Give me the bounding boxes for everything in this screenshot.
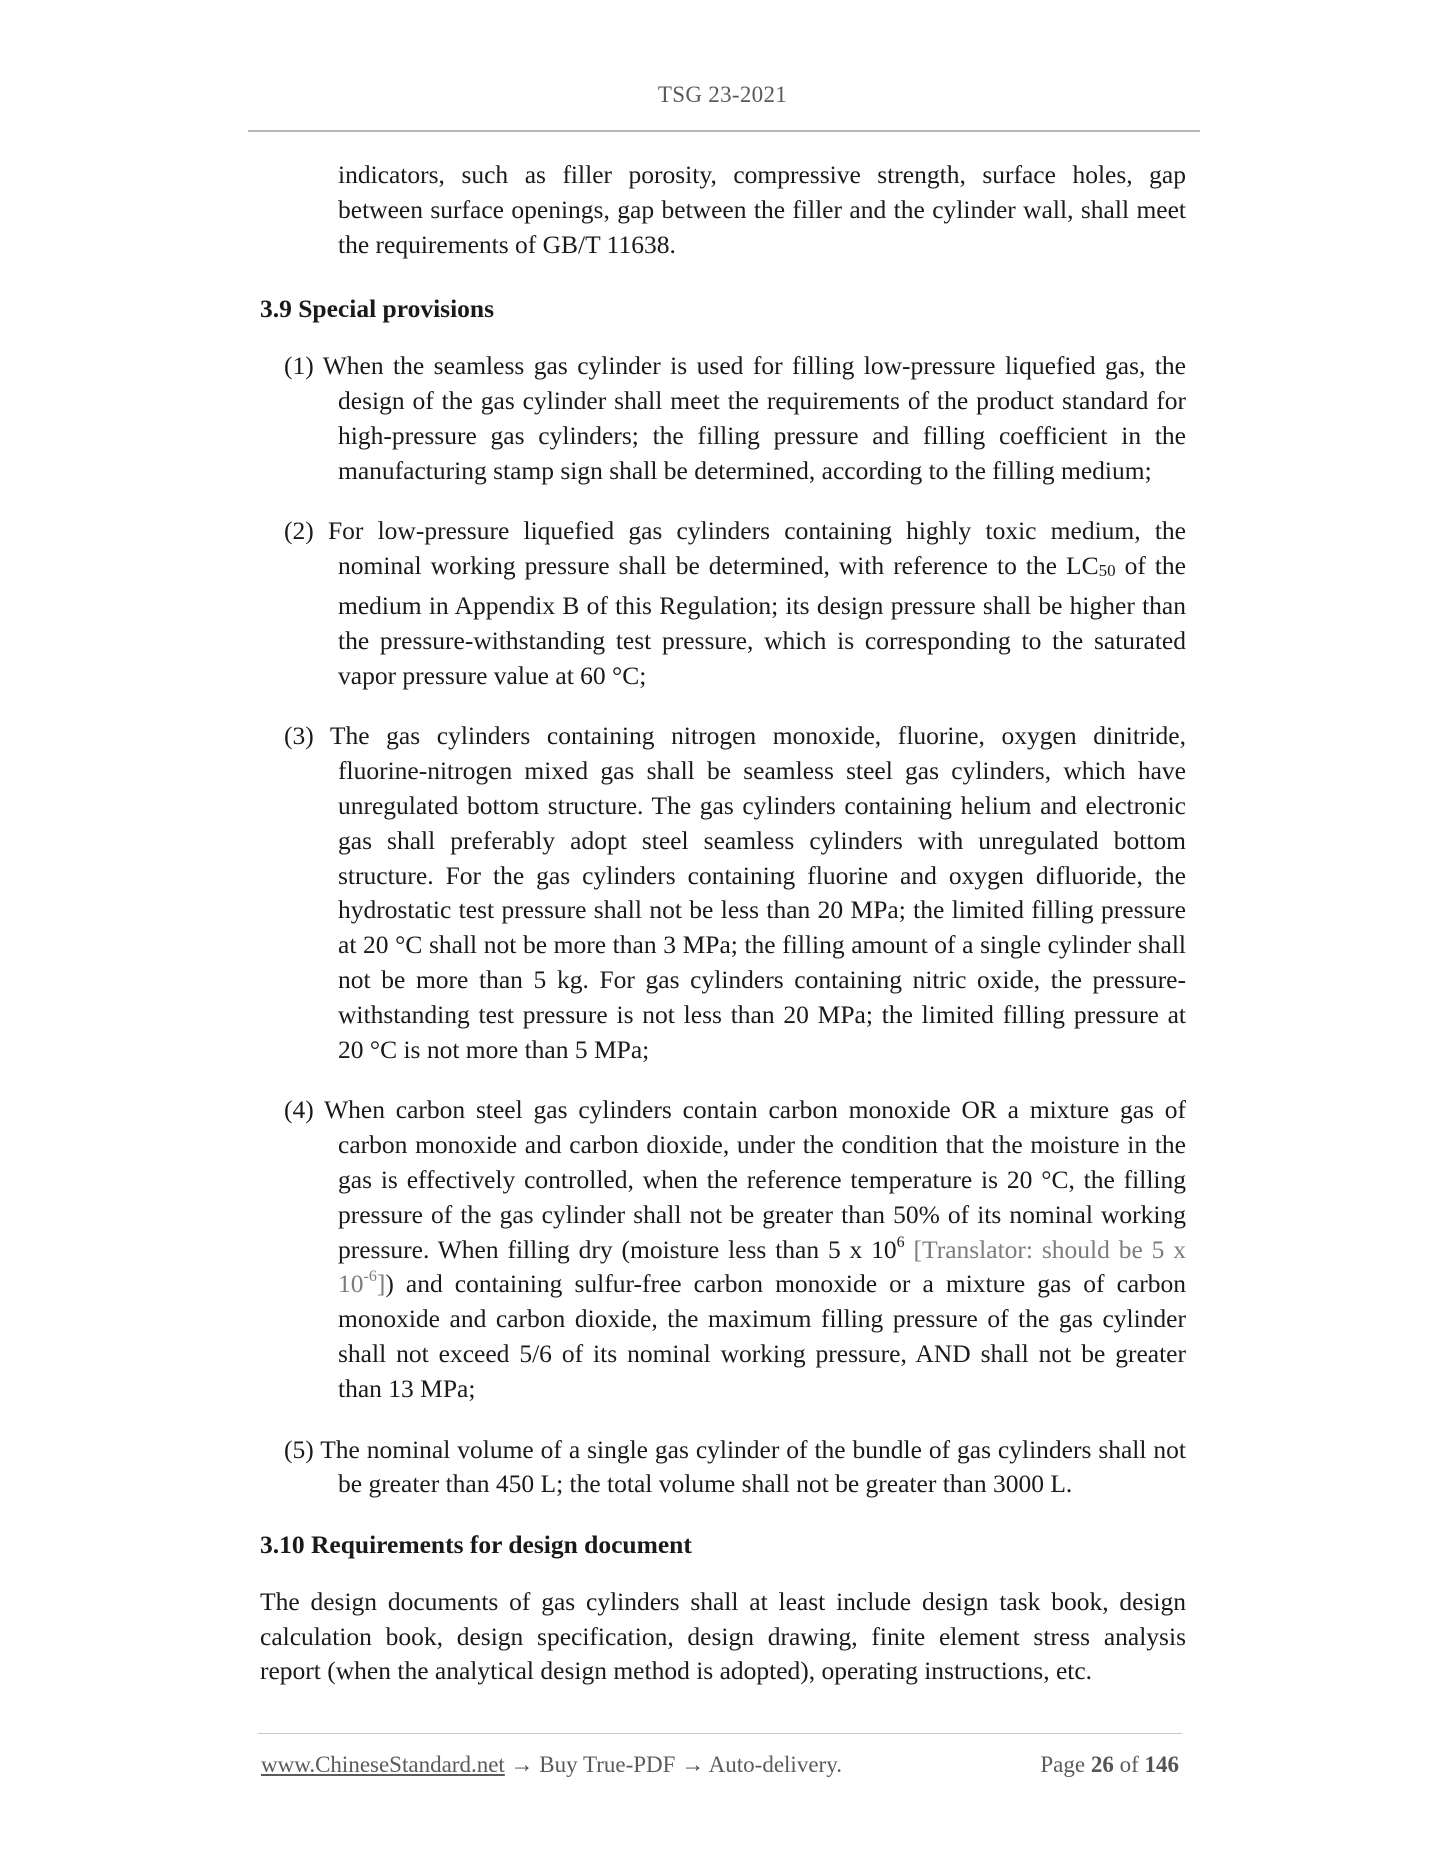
- exponent-superscript: 6: [896, 1233, 905, 1251]
- provision-item-1: (1) When the seamless gas cylinder is used for filling low-pressure liquefied gas, the design of the gas cylinder shall meet the requirements of the product standard for high-pressure gas cylinders; the filling pressure and filling coefficient in the manufacturing stamp sign shall be determined, according to the filling medium;: [284, 351, 1186, 485]
- provision-item-4: [284, 1093, 1186, 1406]
- arrow-right-icon: →: [681, 1752, 705, 1777]
- provision-item-2-text-b: of the medium in Appendix B of this Regulation; its design pressure shall be higher than the pressure-withstanding test pressure, which is corresponding to the saturated vapor pressure value at 60 °C;: [338, 551, 1186, 690]
- auto-delivery-text: Auto-delivery.: [708, 1752, 842, 1777]
- document-header: TSG 23-2021: [657, 82, 788, 107]
- footer-links: [261, 1752, 842, 1778]
- translator-note-a: [Translator: should be 5 x 10: [338, 1234, 1186, 1299]
- design-document-paragraph: The design documents of gas cylinders shall at least include design task book, design calculation book, design specification, design drawing, finite element stress analysis report (when the analytical design method is adopted), operating instructions, etc.: [260, 1586, 1186, 1686]
- continuation-paragraph: indicators, such as filler porosity, compressive strength, surface holes, gap between surface openings, gap between the filler and the cylinder wall, shall meet the requirements of GB/T 11638.: [338, 160, 1186, 259]
- translator-note-b: ]: [376, 1269, 386, 1299]
- page-current: 26: [1090, 1752, 1114, 1777]
- lc50-subscript: 50: [1098, 561, 1116, 581]
- section-heading-3-10: 3.10 Requirements for design document: [260, 1530, 692, 1560]
- page-total: 146: [1144, 1752, 1179, 1777]
- arrow-right-icon: →: [510, 1752, 534, 1777]
- section-heading-3-9: 3.9 Special provisions: [260, 294, 495, 324]
- translator-note-superscript: -6: [363, 1268, 377, 1286]
- footer-divider: [258, 1733, 1182, 1734]
- page-number: [1040, 1752, 1179, 1778]
- header-divider: [248, 130, 1200, 132]
- site-link[interactable]: www.ChineseStandard.net: [261, 1752, 505, 1777]
- of-label: of: [1119, 1752, 1139, 1777]
- buy-pdf-text: Buy True-PDF: [539, 1752, 676, 1777]
- provision-item-4-text-a: (4) When carbon steel gas cylinders contain carbon monoxide OR a mixture gas of carbon monoxide and carbon dioxide, under the condition that the moisture in the gas is effectively controlled, when the reference temperature is 20 °C, the filling pressure of the gas cylinder shall not be greater than 50% of its nominal working pressure. When filling dry (moisture less than 5 x 10: [284, 1095, 1186, 1264]
- page-label: Page: [1040, 1752, 1086, 1777]
- provision-item-2-text-a: (2) For low-pressure liquefied gas cylinders containing highly toxic medium, the nominal working pressure shall be determined, with reference to the LC: [284, 516, 1186, 581]
- provision-item-2: [284, 514, 1186, 693]
- page-content: [260, 158, 1186, 1689]
- provision-item-5: (5) The nominal volume of a single gas cylinder of the bundle of gas cylinders shall not be greater than 450 L; the total volume shall not be greater than 3000 L.: [284, 1434, 1186, 1499]
- provision-item-3: (3) The gas cylinders containing nitrogen monoxide, fluorine, oxygen dinitride, fluorine-nitrogen mixed gas shall be seamless steel gas cylinders, which have unregulated bottom structure. The gas cylinders containing helium and electronic gas shall preferably adopt steel seamless cylinders with unregulated bottom structure. For the gas cylinders containing fluorine and oxygen difluoride, the hydrostatic test pressure shall not be less than 20 MPa; the limited filling pressure at 20 °C shall not be more than 3 MPa; the filling amount of a single cylinder shall not be more than 5 kg. For gas cylinders containing nitric oxide, the pressure-withstanding test pressure is not less than 20 MPa; the limited filling pressure at 20 °C is not more than 5 MPa;: [284, 721, 1186, 1064]
- provision-item-4-text-b: ) and containing sulfur-free carbon monoxide or a mixture gas of carbon monoxide and carbon dioxide, the maximum filling pressure of the gas cylinder shall not exceed 5/6 of its nominal working pressure, AND shall not be greater than 13 MPa;: [338, 1269, 1186, 1403]
